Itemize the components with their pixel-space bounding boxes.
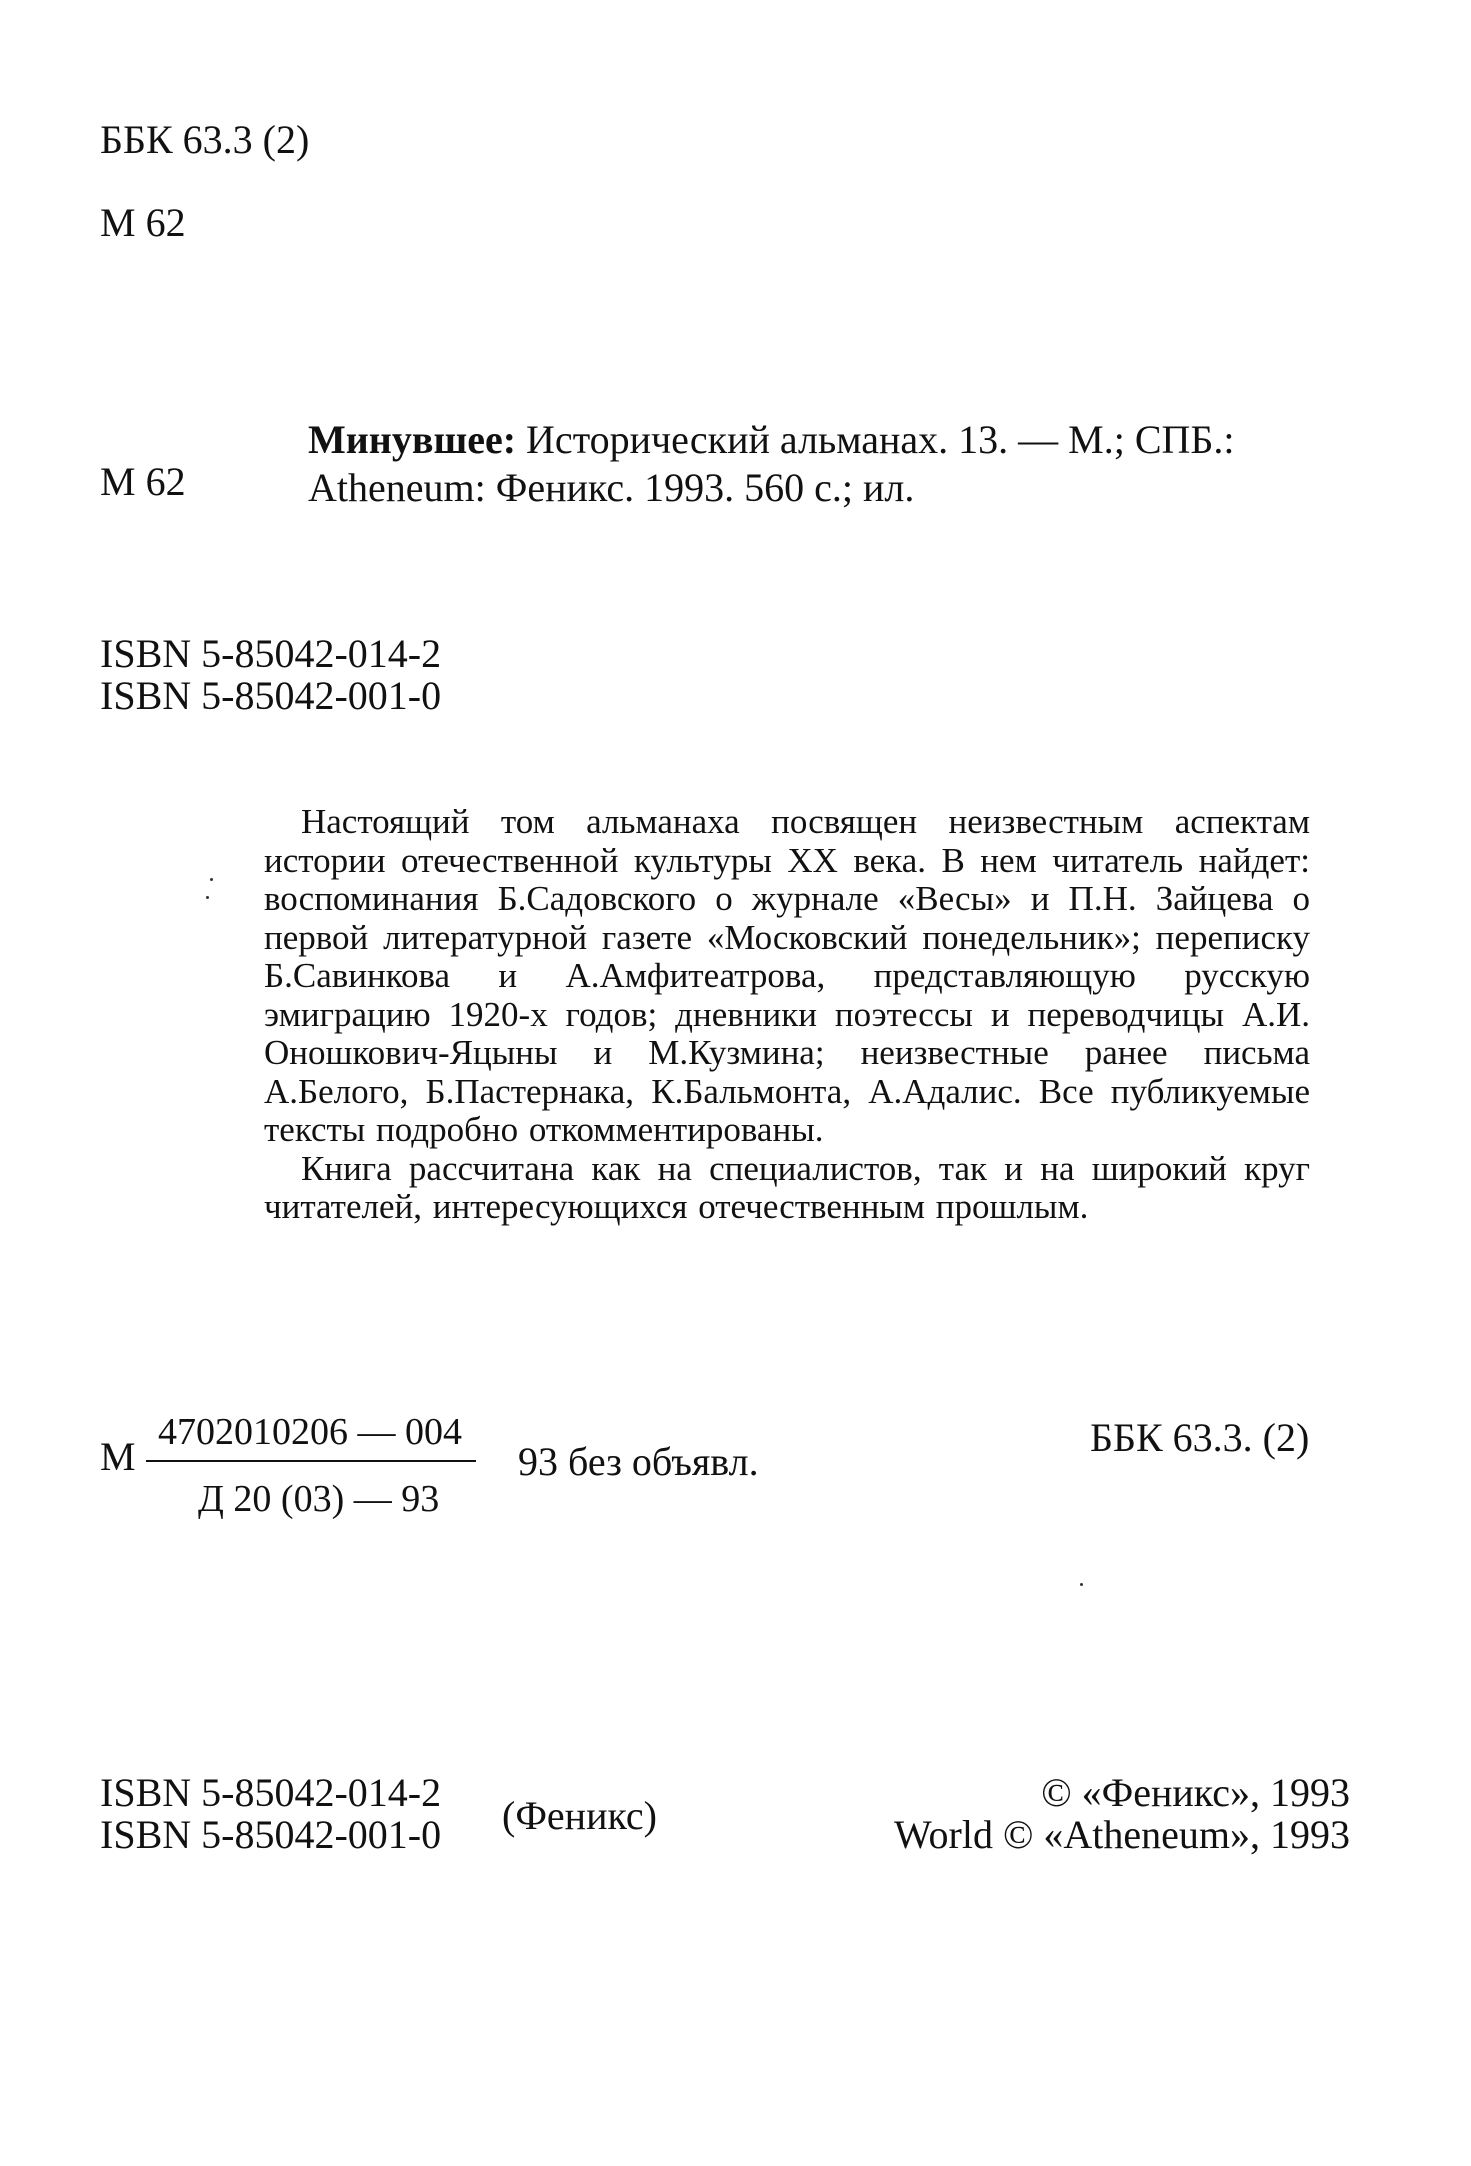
isbn-first: ISBN 5-85042-014-2 — [100, 631, 442, 676]
entry-line-2: Atheneum: Феникс. 1993. 560 с.; ил. — [308, 465, 915, 510]
publisher-label: (Феникс) — [502, 1793, 657, 1838]
code-numerator: 4702010206 — 004 — [158, 1411, 462, 1453]
entry-title-rest: Исторический альманах. 13. — М.; СПБ.: — [516, 417, 1235, 462]
isbn-block — [100, 633, 441, 717]
isbn-bottom-first: ISBN 5-85042-014-2 — [100, 1770, 442, 1815]
print-speck — [206, 896, 209, 899]
code-letter: М — [100, 1434, 136, 1479]
entry-line-1 — [308, 416, 1235, 464]
annotation-paragraph-2: Книга рассчитана как на специалистов, так и на широкий круг читателей, интересующихся отечественным прошлым. — [264, 1148, 1310, 1226]
isbn-second: ISBN 5-85042-001-0 — [100, 673, 442, 718]
code-note: 93 без объявл. — [518, 1439, 759, 1484]
entry-title: Минувшее: — [308, 417, 517, 462]
entry-cutter-code: М 62 — [100, 459, 186, 504]
bibliographic-entry — [308, 416, 1235, 512]
cutter-code: М 62 — [100, 200, 186, 245]
isbn-bottom-block — [100, 1772, 441, 1856]
code-denominator: Д 20 (03) — 93 — [198, 1478, 440, 1520]
print-speck — [210, 878, 213, 881]
copyright-block — [790, 1772, 1350, 1856]
fraction-rule — [146, 1460, 476, 1462]
isbn-bottom-second: ISBN 5-85042-001-0 — [100, 1812, 442, 1857]
print-speck — [1080, 1583, 1083, 1586]
bbk-classification: ББК 63.3 (2) — [100, 117, 310, 162]
bbk-classification-bottom: ББК 63.3. (2) — [1090, 1415, 1310, 1460]
copyright-line-2: World © «Atheneum», 1993 — [894, 1812, 1350, 1857]
annotation — [264, 803, 1310, 1227]
copyright-line-1: © «Феникс», 1993 — [1041, 1770, 1350, 1815]
annotation-paragraph-1: Настоящий том альманаха посвящен неизвестным аспектам истории отечественной культуры XX века. В нем читатель найдет: воспоминания Б.Садовского о журнале «Весы» и П.Н. Зайцева о первой литературной газете «Московский понедельник»; переписку Б.Савинкова и А.Амфитеатрова, представляющую русскую эмиграцию 1920-х годов; дневники поэтессы и переводчицы А.И. Оношкович-Яцыны и М.Кузмина; неизвестные ранее письма А.Белого, Б.Пастернака, К.Бальмонта, А.Адалис. Все публикуемые тексты подробно откомментированы. — [264, 802, 1310, 1149]
